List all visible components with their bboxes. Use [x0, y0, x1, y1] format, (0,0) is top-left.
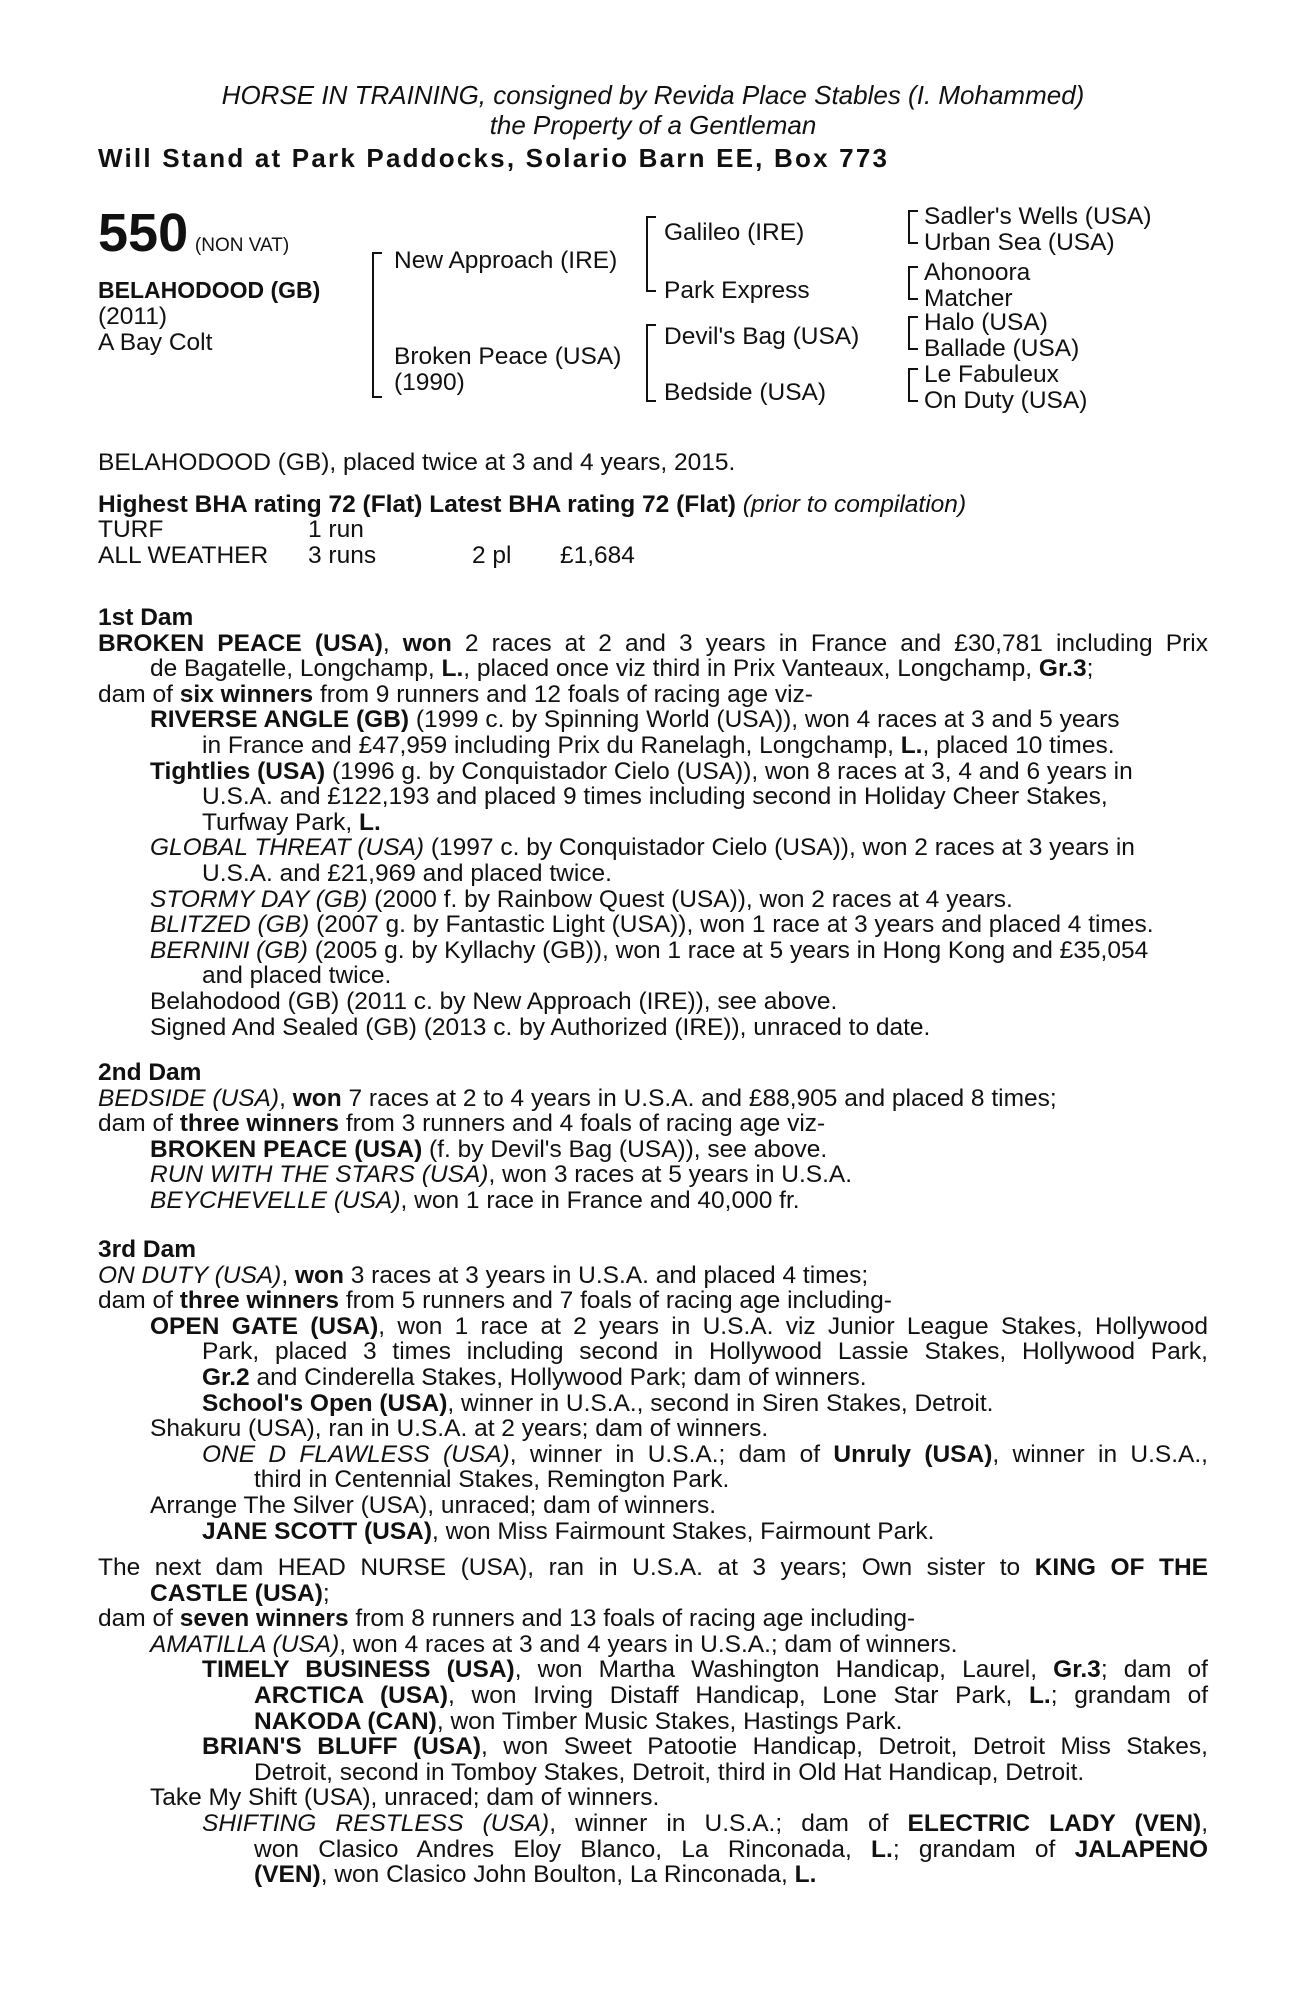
- dam: Broken Peace (USA): [394, 343, 622, 370]
- d3-p6b: , won Miss Fairmount Stakes, Fairmount Park.: [432, 1517, 935, 1545]
- brace-dam: [646, 324, 656, 402]
- nd-p3-cont: Detroit, second in Tomboy Stakes, Detroit, third in Old Hat Handicap, Detroit.: [254, 1758, 1085, 1786]
- d1-line1: [98, 631, 1208, 657]
- d3-p6a: JANE SCOTT (USA): [202, 1517, 433, 1545]
- d2-name: BEDSIDE (USA): [98, 1084, 280, 1112]
- d3-p4: [98, 1442, 1208, 1468]
- sire: New Approach (IRE): [394, 247, 618, 274]
- d1-p1: [98, 707, 1208, 733]
- dam-year: (1990): [394, 369, 465, 396]
- d3-p1e: and Cinderella Stakes, Hollywood Park; dam of winners.: [249, 1363, 867, 1391]
- d3-p4-cont: third in Centennial Stakes, Remington Park.: [254, 1466, 730, 1494]
- d2-p3b: , won 1 race in France and 40,000 fr.: [400, 1186, 800, 1214]
- d1-l1-rest: 2 races at 2 and 3 years in France and £30,781 including Prix: [451, 629, 1208, 657]
- d1-p5b: (2007 g. by Fantastic Light (USA)), won 1 race at 3 years and placed 4 times.: [309, 911, 1154, 939]
- header-location: Will Stand at Park Paddocks, Solario Barn EE, Box 773: [98, 143, 890, 173]
- d3-p6: [98, 1519, 1208, 1545]
- gg-4: Matcher: [924, 285, 1013, 312]
- d3-line1: [98, 1263, 1208, 1289]
- d1-l2c: , placed once viz third in Prix Vanteaux, Longchamp,: [463, 655, 1039, 683]
- brace-g3-1: [908, 210, 918, 244]
- nd-p5: [98, 1811, 1208, 1837]
- d1-p2d: Turfway Park,: [202, 808, 360, 836]
- d1-p4: [98, 887, 1208, 913]
- nd-p5g: ; grandam of: [892, 1835, 1075, 1863]
- gg-7: Le Fabuleux: [924, 361, 1059, 388]
- d2-p3: [98, 1188, 1208, 1214]
- catalogue-header: [98, 80, 1208, 173]
- d1-p2-cont2: [98, 810, 1208, 836]
- d1-l2a: de Bagatelle, Longchamp,: [150, 655, 442, 683]
- nd-p3: [98, 1734, 1208, 1760]
- nd-p2f: , won Irving Distaff Handicap, Lone Star Park,: [448, 1681, 1029, 1709]
- aw-money: £1,684: [560, 541, 635, 569]
- nd-p5j: , won Clasico John Boulton, La Rinconada,: [320, 1861, 795, 1889]
- nd-p5b: , winner in U.S.A.; dam of: [549, 1809, 908, 1837]
- d3-p2: [98, 1391, 1208, 1417]
- d1-p5: [98, 912, 1208, 938]
- d3-sep: ,: [281, 1261, 295, 1289]
- aw-stats: [98, 543, 1208, 569]
- d1-p6: [98, 938, 1208, 964]
- d1-l3c: from 9 runners and 12 foals of racing age viz-: [313, 680, 813, 708]
- nd-p5a: SHIFTING RESTLESS (USA): [202, 1809, 550, 1837]
- d1-p6a: BERNINI (GB): [150, 936, 308, 964]
- d1-l3a: dam of: [98, 680, 180, 708]
- d3-l1-rest: 3 races at 3 years in U.S.A. and placed 4 times;: [343, 1261, 869, 1289]
- d3-p3: Shakuru (USA), ran in U.S.A. at 2 years; dam of winners.: [150, 1415, 769, 1443]
- aw-placed: 2 pl: [472, 541, 512, 569]
- d3-won: won: [294, 1261, 344, 1289]
- d1-p2a: Tightlies (USA): [150, 757, 326, 785]
- nd-p5i: (VEN): [254, 1861, 321, 1889]
- nd-p5f: L.: [871, 1835, 893, 1863]
- second-dam-heading: 2nd Dam: [98, 1059, 202, 1086]
- d2-p1: [98, 1137, 1208, 1163]
- nd-p2j: , won Timber Music Stakes, Hastings Park.: [436, 1707, 903, 1735]
- turf-runs: 1 run: [308, 516, 364, 544]
- d3-p1b: , won 1 race at 2 years in U.S.A. viz Junior League Stakes, Hollywood: [378, 1312, 1208, 1340]
- nd-l3a: dam of: [98, 1605, 180, 1633]
- d3-p1-cont: Park, placed 3 times including second in Hollywood Lassie Stakes, Hollywood Park,: [202, 1338, 1208, 1366]
- d2-p1b: (f. by Devil's Bag (USA)), see above.: [422, 1135, 828, 1163]
- nd-p5c: ELECTRIC LADY (VEN): [907, 1809, 1202, 1837]
- d1-p6b: (2005 g. by Kyllachy (GB)), won 1 race at 5 years in Hong Kong and £35,054: [307, 936, 1149, 964]
- brace-g3-4: [908, 368, 918, 402]
- third-dam-heading: 3rd Dam: [98, 1236, 197, 1263]
- brace-sire: [646, 216, 656, 292]
- first-dam-heading: 1st Dam: [98, 604, 194, 631]
- second-dam-section: [98, 1060, 1208, 1214]
- horse-name: BELAHODOOD (GB): [98, 277, 321, 303]
- nd-p3b: , won Sweet Patootie Handicap, Detroit, Detroit Miss Stakes,: [481, 1733, 1208, 1761]
- d3-p4d: , winner in U.S.A.,: [992, 1440, 1208, 1468]
- d3-p1: [98, 1314, 1208, 1340]
- nd-p2e: ARCTICA (USA): [254, 1681, 449, 1709]
- d1-p8: Signed And Sealed (GB) (2013 c. by Authorized (IRE)), unraced to date.: [150, 1013, 931, 1041]
- d1-p1e: , placed 10 times.: [922, 731, 1115, 759]
- d3-p4c: Unruly (USA): [833, 1440, 993, 1468]
- summary-line: BELAHODOOD (GB), placed twice at 3 and 4 years, 2015.: [98, 449, 736, 476]
- d1-p4a: STORMY DAY (GB): [150, 885, 368, 913]
- d1-p1b: (1999 c. by Spinning World (USA)), won 4 races at 3 and 5 years: [409, 706, 1120, 734]
- nd-p5-cont2: [98, 1862, 1208, 1888]
- aw-runs: 3 runs: [308, 541, 377, 569]
- nd-p2i: NAKODA (CAN): [254, 1707, 437, 1735]
- d3-p5: Arrange The Silver (USA), unraced; dam of winners.: [150, 1491, 717, 1519]
- rating-line: [98, 492, 1208, 518]
- gg-6: Ballade (USA): [924, 335, 1080, 362]
- d3-l2b: three winners: [179, 1287, 340, 1315]
- d2-p2a: RUN WITH THE STARS (USA): [150, 1161, 489, 1189]
- gg-5: Halo (USA): [924, 309, 1048, 336]
- d2-sep: ,: [279, 1084, 293, 1112]
- d1-p2b: (1996 g. by Conquistador Cielo (USA)), won 8 races at 3, 4 and 6 years in: [325, 757, 1133, 785]
- nd-p4: Take My Shift (USA), unraced; dam of winners.: [150, 1784, 660, 1812]
- d1-l3b: six winners: [179, 680, 314, 708]
- gg-8: On Duty (USA): [924, 387, 1088, 414]
- nd-p1b: , won 4 races at 3 and 4 years in U.S.A.; dam of winners.: [339, 1630, 958, 1658]
- nd-p2d: ; dam of: [1100, 1656, 1208, 1684]
- nd-l3b: seven winners: [179, 1605, 349, 1633]
- brace-horse: [372, 252, 382, 398]
- nd-p5-cont: [98, 1837, 1208, 1863]
- d2-l2b: three winners: [179, 1110, 340, 1138]
- nd-p2a: TIMELY BUSINESS (USA): [202, 1656, 515, 1684]
- d1-p3: [98, 835, 1208, 861]
- gg-1: Sadler's Wells (USA): [924, 203, 1152, 230]
- pedigree-block: [98, 204, 1218, 444]
- d1-p7: Belahodood (GB) (2011 c. by New Approach (IRE)), see above.: [150, 987, 838, 1015]
- d3-p1a: OPEN GATE (USA): [150, 1312, 379, 1340]
- horse-desc: A Bay Colt: [98, 329, 213, 356]
- race-summary: [98, 450, 1208, 568]
- d2-l2a: dam of: [98, 1110, 180, 1138]
- first-dam-section: [98, 605, 1208, 1040]
- d1-sep: ,: [382, 629, 403, 657]
- d2-p2b: , won 3 races at 5 years in U.S.A.: [488, 1161, 853, 1189]
- nd-p5e: won Clasico Andres Eloy Blanco, La Rinconada,: [254, 1835, 872, 1863]
- d3-p2b: , winner in U.S.A., second in Siren Stakes, Detroit.: [447, 1389, 994, 1417]
- rating-note: (prior to compilation): [742, 490, 967, 518]
- nd-p5d: ,: [1201, 1809, 1208, 1837]
- aw-label: ALL WEATHER: [98, 541, 269, 569]
- nd-p1: [98, 1632, 1208, 1658]
- header-consignor: HORSE IN TRAINING, consigned by Revida Place Stables (I. Mohammed): [221, 80, 1085, 110]
- brace-g3-2: [908, 266, 918, 300]
- gg-3: Ahonoora: [924, 259, 1031, 286]
- next-dam-section: [98, 1555, 1208, 1888]
- turf-stats: [98, 517, 1208, 543]
- d3-line2: [98, 1288, 1208, 1314]
- nd-p2b: , won Martha Washington Handicap, Laurel,: [514, 1656, 1054, 1684]
- horse-year: (2011): [98, 303, 168, 330]
- lot-number: 550: [98, 203, 189, 263]
- nd-p2g: L.: [1028, 1681, 1051, 1709]
- d2-l2c: from 3 runners and 4 foals of racing age viz-: [339, 1110, 826, 1138]
- turf-label: TURF: [98, 516, 164, 544]
- nd-p5h: JALAPENO: [1074, 1835, 1209, 1863]
- brace-g3-3: [908, 316, 918, 350]
- d1-line2: [98, 656, 1208, 682]
- nd-l2b: ;: [322, 1579, 330, 1607]
- d1-p1c: in France and £47,959 including Prix du Ranelagh, Longchamp,: [202, 731, 901, 759]
- d1-p2: [98, 759, 1208, 785]
- sire-dam: Park Express: [664, 277, 810, 304]
- d1-p3-cont: U.S.A. and £21,969 and placed twice.: [202, 859, 612, 887]
- d1-p4b: (2000 f. by Rainbow Quest (USA)), won 2 races at 4 years.: [367, 885, 1013, 913]
- nd-p2h: ; grandam of: [1050, 1681, 1208, 1709]
- d2-l1-rest: 7 races at 2 to 4 years in U.S.A. and £88,905 and placed 8 times;: [341, 1084, 1057, 1112]
- nd-p2: [98, 1657, 1208, 1683]
- nd-line3: [98, 1606, 1208, 1632]
- nd-line1: [98, 1555, 1208, 1581]
- d1-p3a: GLOBAL THREAT (USA): [150, 834, 425, 862]
- d3-p4a: ONE D FLAWLESS (USA): [202, 1440, 510, 1468]
- d1-name: BROKEN PEACE (USA): [98, 629, 383, 657]
- nd-p1a: AMATILLA (USA): [150, 1630, 340, 1658]
- d2-won: won: [292, 1084, 342, 1112]
- nd-line2: [98, 1581, 1208, 1607]
- d3-p2a: School's Open (USA): [202, 1389, 448, 1417]
- d3-p1d: Gr.2: [202, 1363, 250, 1391]
- d1-p3b: (1997 c. by Conquistador Cielo (USA)), won 2 races at 3 years in: [424, 834, 1135, 862]
- d3-name: ON DUTY (USA): [98, 1261, 282, 1289]
- d3-p1-cont2: [98, 1365, 1208, 1391]
- vat-status: (NON VAT): [194, 235, 290, 256]
- nd-p2c: Gr.3: [1053, 1656, 1101, 1684]
- header-owner: the Property of a Gentleman: [489, 110, 817, 140]
- dam-dam: Bedside (USA): [664, 379, 827, 406]
- d1-p2-cont: U.S.A. and £122,193 and placed 9 times including second in Holiday Cheer Stakes,: [202, 783, 1108, 811]
- d2-line2: [98, 1111, 1208, 1137]
- sire-sire: Galileo (IRE): [664, 219, 805, 246]
- nd-p2-cont2: [98, 1709, 1208, 1735]
- d2-p3a: BEYCHEVELLE (USA): [150, 1186, 401, 1214]
- d1-l2e: ;: [1086, 655, 1094, 683]
- gg-2: Urban Sea (USA): [924, 229, 1115, 256]
- d1-p1a: RIVERSE ANGLE (GB): [150, 706, 410, 734]
- nd-l1a: The next dam HEAD NURSE (USA), ran in U.S.A. at 3 years; Own sister to: [98, 1554, 1035, 1581]
- d1-l2d: Gr.3: [1038, 655, 1087, 683]
- nd-p3a: BRIAN'S BLUFF (USA): [202, 1733, 482, 1761]
- d1-l2b: L.: [441, 655, 464, 683]
- d2-line1: [98, 1086, 1208, 1112]
- nd-l3c: from 8 runners and 13 foals of racing age including-: [348, 1605, 916, 1633]
- dam-sire: Devil's Bag (USA): [664, 323, 860, 350]
- lot-heading: [98, 203, 290, 263]
- d1-p1-cont: [98, 733, 1208, 759]
- nd-l2a: CASTLE (USA): [150, 1579, 323, 1607]
- d1-p2e: L.: [359, 808, 381, 836]
- d2-p2: [98, 1162, 1208, 1188]
- rating-text: Highest BHA rating 72 (Flat) Latest BHA rating 72 (Flat): [98, 490, 736, 518]
- nd-p5k: L.: [794, 1861, 817, 1889]
- nd-l1b: KING OF THE: [1034, 1554, 1208, 1581]
- d3-l2c: from 5 runners and 7 foals of racing age including-: [339, 1287, 892, 1315]
- d1-p6-cont: and placed twice.: [202, 962, 392, 990]
- d2-p1a: BROKEN PEACE (USA): [150, 1135, 423, 1163]
- d3-l2a: dam of: [98, 1287, 180, 1315]
- d1-line3: [98, 682, 1208, 708]
- d1-p5a: BLITZED (GB): [150, 911, 310, 939]
- third-dam-section: [98, 1237, 1208, 1544]
- d1-p1d: L.: [900, 731, 923, 759]
- nd-p2-cont: [98, 1683, 1208, 1709]
- d3-p4b: , winner in U.S.A.; dam of: [509, 1440, 834, 1468]
- d1-won: won: [402, 629, 452, 657]
